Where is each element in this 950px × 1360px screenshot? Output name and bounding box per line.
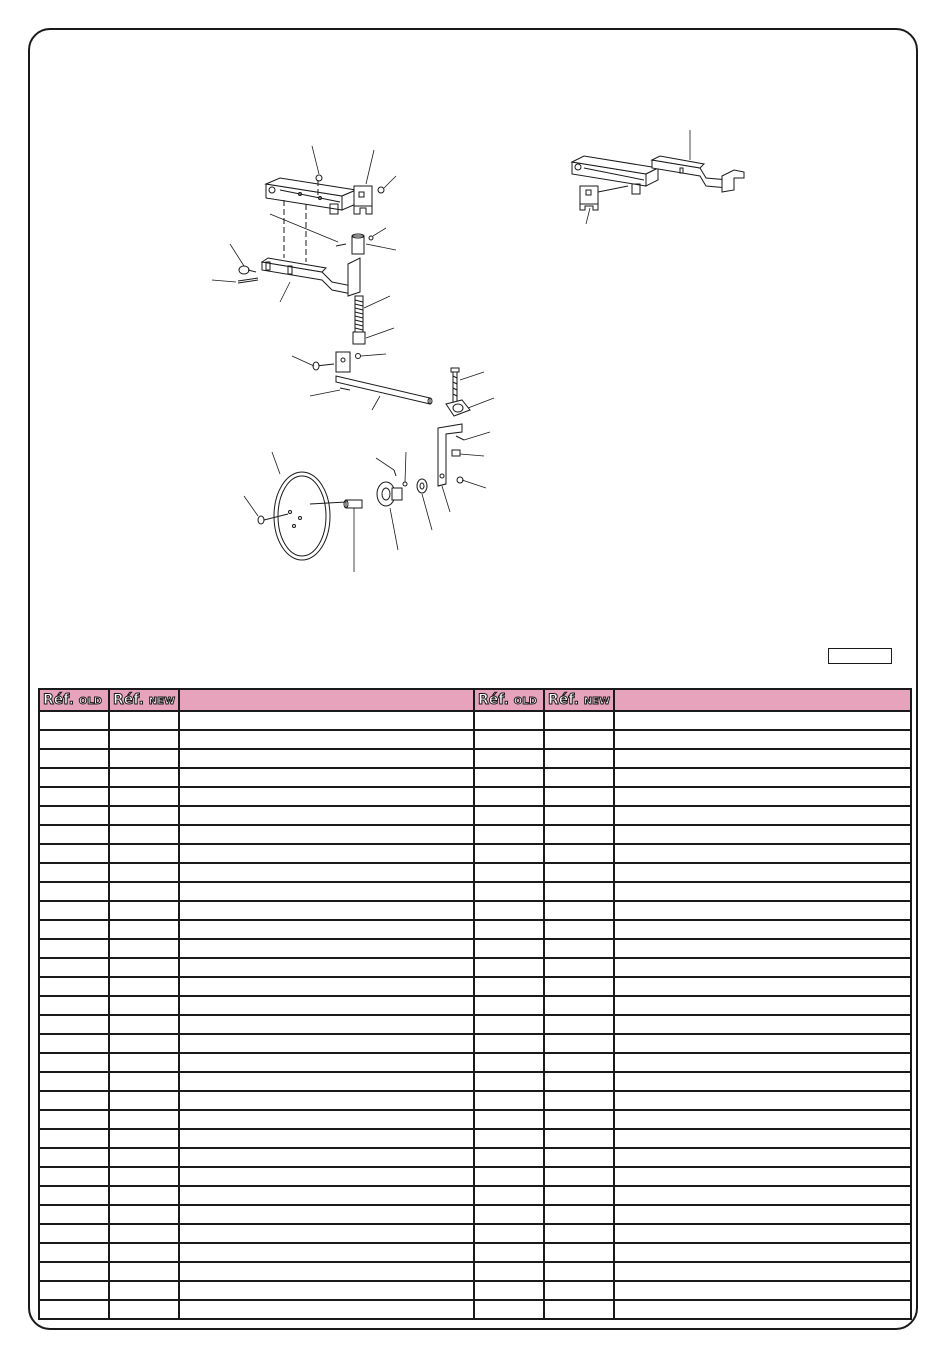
nut-top (316, 175, 322, 181)
table-cell (109, 1186, 179, 1205)
table-cell (614, 977, 911, 996)
table-cell (39, 1091, 109, 1110)
table-cell (179, 825, 474, 844)
table-cell (474, 1262, 544, 1281)
table-cell (179, 1072, 474, 1091)
table-cell (39, 844, 109, 863)
table-cell (544, 1110, 614, 1129)
table-cell (544, 1205, 614, 1224)
table-cell (179, 768, 474, 787)
adjusting-screw (451, 368, 459, 402)
table-cell (109, 749, 179, 768)
table-cell (544, 958, 614, 977)
table-cell (179, 787, 474, 806)
table-cell (544, 1281, 614, 1300)
table-cell (109, 1167, 179, 1186)
table-cell (544, 825, 614, 844)
table-cell (474, 1091, 544, 1110)
table-cell (544, 768, 614, 787)
table-cell (544, 711, 614, 730)
table-row (39, 1091, 911, 1110)
table-cell (474, 901, 544, 920)
table-cell (614, 901, 911, 920)
table-cell (39, 768, 109, 787)
table-cell (474, 787, 544, 806)
table-cell (614, 1091, 911, 1110)
table-cell (614, 1053, 911, 1072)
table-cell (614, 730, 911, 749)
table-cell (474, 825, 544, 844)
table-cell (544, 1015, 614, 1034)
table-cell (39, 1243, 109, 1262)
table-cell (39, 1186, 109, 1205)
table-row (39, 920, 911, 939)
table-cell (614, 1300, 911, 1319)
table-row (39, 730, 911, 749)
main-arm (262, 258, 360, 296)
table-row (39, 1205, 911, 1224)
table-cell (614, 920, 911, 939)
table-cell (179, 920, 474, 939)
table-cell (39, 939, 109, 958)
pivot-block (352, 234, 364, 254)
table-cell (614, 1224, 911, 1243)
table-cell (109, 1072, 179, 1091)
table-cell (39, 1072, 109, 1091)
table-cell (179, 730, 474, 749)
col-description-2 (614, 689, 911, 711)
table-row (39, 1053, 911, 1072)
horizontal-shaft (336, 376, 432, 404)
table-row (39, 996, 911, 1015)
table-cell (109, 1015, 179, 1034)
table-cell (544, 996, 614, 1015)
table-cell (179, 1034, 474, 1053)
table-cell (474, 749, 544, 768)
table-cell (614, 1262, 911, 1281)
table-cell (544, 1129, 614, 1148)
lower-pivot (313, 352, 361, 372)
table-row (39, 787, 911, 806)
table-row (39, 863, 911, 882)
table-cell (39, 1129, 109, 1148)
table-row (39, 1262, 911, 1281)
table-cell (179, 1281, 474, 1300)
table-cell (474, 1243, 544, 1262)
table-row (39, 1281, 911, 1300)
table-cell (39, 1300, 109, 1319)
table-cell (39, 863, 109, 882)
table-cell (544, 1300, 614, 1319)
table-cell (179, 977, 474, 996)
clamp-plate (354, 186, 372, 214)
table-cell (474, 920, 544, 939)
table-cell (109, 1262, 179, 1281)
table-cell (474, 1072, 544, 1091)
table-cell (614, 863, 911, 882)
upper-tool-bar (266, 178, 356, 214)
table-cell (614, 1281, 911, 1300)
table-row (39, 1072, 911, 1091)
table-cell (39, 958, 109, 977)
table-cell (474, 1148, 544, 1167)
table-cell (39, 1262, 109, 1281)
table-cell (179, 863, 474, 882)
table-row (39, 1300, 911, 1319)
table-cell (544, 1243, 614, 1262)
table-cell (39, 825, 109, 844)
table-cell (474, 768, 544, 787)
table-row (39, 825, 911, 844)
table-cell (39, 920, 109, 939)
table-cell (474, 1053, 544, 1072)
table-cell (474, 1224, 544, 1243)
table-cell (179, 1224, 474, 1243)
table-cell (614, 1243, 911, 1262)
table-cell (544, 844, 614, 863)
table-cell (614, 1072, 911, 1091)
grease-pin (394, 470, 396, 476)
table-cell (39, 730, 109, 749)
table-cell (179, 711, 474, 730)
table-cell (474, 863, 544, 882)
table-cell (109, 920, 179, 939)
table-cell (544, 977, 614, 996)
grease-nipple (403, 482, 407, 486)
table-cell (39, 711, 109, 730)
table-cell (544, 749, 614, 768)
table-cell (179, 939, 474, 958)
table-cell (109, 882, 179, 901)
table-row (39, 939, 911, 958)
table-cell (614, 1034, 911, 1053)
washer-top (378, 187, 384, 193)
table-cell (544, 1072, 614, 1091)
table-cell (179, 1129, 474, 1148)
parts-table (38, 688, 912, 1320)
shaft-clamp (446, 400, 470, 416)
table-cell (109, 806, 179, 825)
table-cell (544, 863, 614, 882)
col-ref-new-2: Réf. NEW (544, 689, 614, 711)
table-cell (614, 825, 911, 844)
table-cell (39, 1034, 109, 1053)
table-cell (179, 901, 474, 920)
table-cell (39, 1110, 109, 1129)
table-cell (614, 939, 911, 958)
table-cell (109, 1300, 179, 1319)
table-cell (39, 1015, 109, 1034)
table-cell (109, 958, 179, 977)
table-cell (614, 1167, 911, 1186)
table-cell (39, 1281, 109, 1300)
table-cell (109, 1281, 179, 1300)
table-cell (179, 1262, 474, 1281)
right-clamp-plate (580, 186, 628, 210)
table-cell (179, 1091, 474, 1110)
table-cell (39, 787, 109, 806)
table-cell (179, 749, 474, 768)
col-ref-old-2: Réf. OLD (474, 689, 544, 711)
table-row (39, 882, 911, 901)
table-cell (109, 863, 179, 882)
hub (377, 482, 402, 506)
table-cell (614, 806, 911, 825)
table-cell (109, 1224, 179, 1243)
table-row (39, 1110, 911, 1129)
parts-table-body (39, 711, 911, 1319)
table-row (39, 711, 911, 730)
table-cell (39, 749, 109, 768)
table-cell (544, 1186, 614, 1205)
table-cell (179, 1205, 474, 1224)
table-cell (179, 1243, 474, 1262)
table-row (39, 749, 911, 768)
table-row (39, 768, 911, 787)
table-cell (474, 1129, 544, 1148)
table-cell (614, 711, 911, 730)
table-cell (544, 882, 614, 901)
table-cell (109, 1243, 179, 1262)
table-header-row (39, 689, 911, 711)
table-cell (474, 1110, 544, 1129)
table-cell (474, 711, 544, 730)
table-cell (474, 977, 544, 996)
table-row (39, 1015, 911, 1034)
table-cell (39, 882, 109, 901)
table-cell (544, 1262, 614, 1281)
right-arm (652, 156, 744, 192)
table-cell (109, 711, 179, 730)
table-cell (39, 996, 109, 1015)
table-row (39, 1243, 911, 1262)
table-cell (474, 1015, 544, 1034)
table-cell (109, 825, 179, 844)
table-cell (179, 1148, 474, 1167)
table-cell (474, 1167, 544, 1186)
table-cell (474, 1205, 544, 1224)
table-cell (109, 1034, 179, 1053)
table-cell (544, 1053, 614, 1072)
table-cell (109, 1205, 179, 1224)
table-cell (474, 844, 544, 863)
table-cell (39, 1053, 109, 1072)
col-ref-new: Réf. NEW (109, 689, 179, 711)
table-cell (614, 1129, 911, 1148)
table-cell (39, 806, 109, 825)
table-cell (474, 1300, 544, 1319)
table-cell (614, 768, 911, 787)
table-cell (544, 806, 614, 825)
table-cell (109, 1053, 179, 1072)
table-row (39, 806, 911, 825)
bearing (417, 479, 427, 493)
table-cell (109, 1110, 179, 1129)
table-cell (474, 882, 544, 901)
table-row (39, 901, 911, 920)
table-cell (474, 730, 544, 749)
table-row (39, 977, 911, 996)
table-cell (109, 768, 179, 787)
table-cell (614, 1015, 911, 1034)
table-cell (614, 1186, 911, 1205)
table-cell (544, 1224, 614, 1243)
table-row (39, 1148, 911, 1167)
table-cell (474, 1186, 544, 1205)
table-cell (179, 1167, 474, 1186)
table-cell (39, 1167, 109, 1186)
table-cell (474, 806, 544, 825)
table-cell (474, 939, 544, 958)
table-cell (109, 844, 179, 863)
table-cell (614, 1205, 911, 1224)
table-row (39, 844, 911, 863)
table-cell (614, 844, 911, 863)
table-cell (39, 1205, 109, 1224)
table-cell (474, 1281, 544, 1300)
table-cell (109, 996, 179, 1015)
table-cell (544, 901, 614, 920)
table-cell (179, 1015, 474, 1034)
table-cell (39, 901, 109, 920)
table-cell (614, 958, 911, 977)
table-cell (544, 730, 614, 749)
table-cell (179, 958, 474, 977)
table-cell (544, 1034, 614, 1053)
reference-box (828, 648, 892, 664)
table-cell (474, 996, 544, 1015)
table-cell (614, 787, 911, 806)
table-cell (39, 977, 109, 996)
table-row (39, 958, 911, 977)
table-cell (614, 1110, 911, 1129)
table-cell (109, 730, 179, 749)
table-cell (109, 1148, 179, 1167)
table-cell (544, 1091, 614, 1110)
table-cell (544, 1148, 614, 1167)
table-row (39, 1167, 911, 1186)
col-ref-old: Réf. OLD (39, 689, 109, 711)
table-cell (179, 1110, 474, 1129)
table-cell (39, 1148, 109, 1167)
table-cell (544, 920, 614, 939)
col-description (179, 689, 474, 711)
table-row (39, 1186, 911, 1205)
table-cell (614, 749, 911, 768)
table-cell (109, 787, 179, 806)
table-cell (614, 996, 911, 1015)
table-cell (109, 1091, 179, 1110)
table-cell (614, 882, 911, 901)
table-cell (179, 1053, 474, 1072)
table-cell (474, 1034, 544, 1053)
table-cell (544, 939, 614, 958)
table-cell (474, 958, 544, 977)
table-cell (179, 1186, 474, 1205)
table-cell (109, 939, 179, 958)
disc-wheel (258, 472, 330, 560)
table-cell (544, 787, 614, 806)
table-cell (179, 844, 474, 863)
table-cell (179, 996, 474, 1015)
table-cell (179, 806, 474, 825)
table-cell (544, 1167, 614, 1186)
table-row (39, 1224, 911, 1243)
table-cell (614, 1148, 911, 1167)
table-cell (109, 1129, 179, 1148)
table-row (39, 1034, 911, 1053)
table-cell (109, 977, 179, 996)
table-cell (109, 901, 179, 920)
table-row (39, 1129, 911, 1148)
table-cell (39, 1224, 109, 1243)
table-cell (179, 882, 474, 901)
table-cell (179, 1300, 474, 1319)
spring (353, 296, 365, 344)
